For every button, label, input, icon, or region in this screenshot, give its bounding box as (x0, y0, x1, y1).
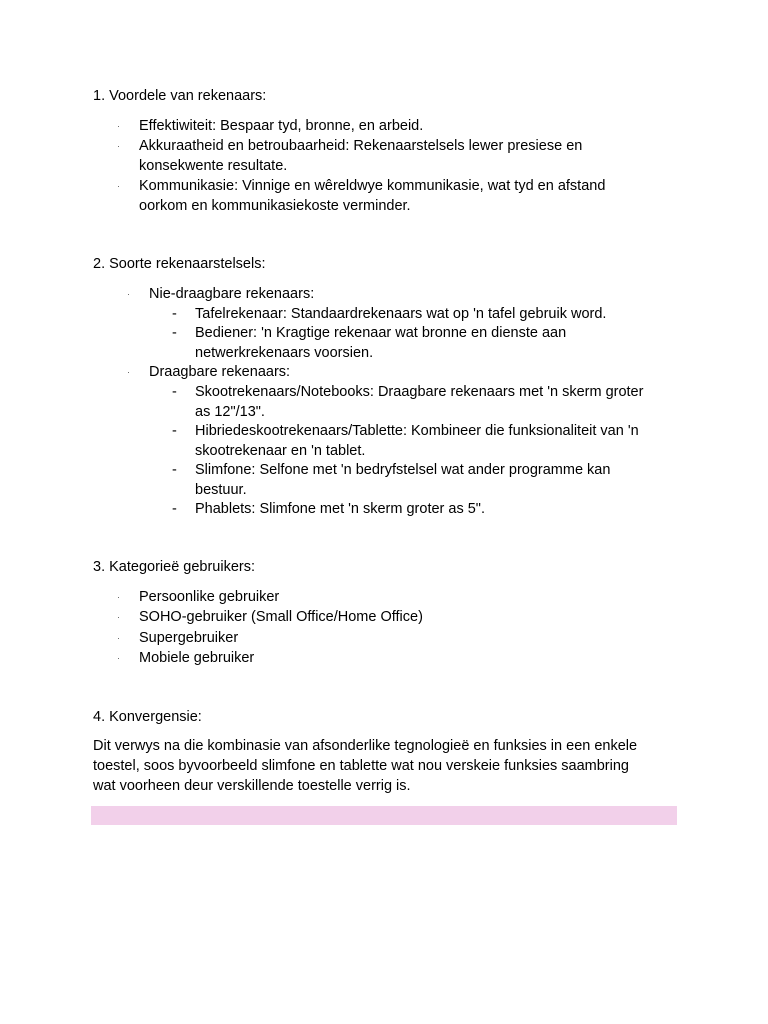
list-item (117, 136, 583, 176)
dash-marker: - (172, 325, 177, 341)
list-item: · Mobiele gebruiker (117, 650, 255, 666)
section-heading: 3. Kategorieë gebruikers: (93, 559, 256, 575)
sub-list-item: - Hibriedeskootrekenaars/Tablette: Kombineer die funksionaliteit van 'n skootrekenaar en 'n tablet. (172, 423, 639, 459)
list-item (117, 116, 424, 136)
bullet-icon: · (117, 592, 120, 602)
section-heading: 2. Soorte rekenaarstelsels: (93, 256, 266, 272)
list-item: · Persoonlike gebruiker (117, 589, 280, 605)
list-item (117, 176, 606, 216)
list-item-text-continued: oorkom en kommunikasiekoste verminder. (139, 198, 411, 214)
section-heading: 1. Voordele van rekenaars: (93, 88, 267, 104)
highlight-bar (91, 806, 677, 825)
group-label: · Nie-draagbare rekenaars: (127, 286, 315, 302)
dash-marker: - (172, 306, 177, 322)
bullet-icon: · (127, 289, 130, 299)
list-item-text: Effektiwiteit: Bespaar tyd, bronne, en arbeid. (139, 118, 424, 134)
bullet-icon: · (117, 141, 120, 151)
dash-marker: - (172, 384, 177, 400)
bullet-icon: · (117, 121, 120, 131)
sub-list-item: - Tafelrekenaar: Standaardrekenaars wat op 'n tafel gebruik word. (172, 306, 607, 322)
list-item-text: Akkuraatheid en betroubaarheid: Rekenaarstelsels lewer presiese en (139, 138, 583, 154)
list-item: · SOHO-gebruiker (Small Office/Home Office) (117, 609, 423, 625)
group-label: · Draagbare rekenaars: (127, 364, 291, 380)
dash-marker: - (172, 462, 177, 478)
sub-list-item: - Bediener: 'n Kragtige rekenaar wat bronne en dienste aan netwerkrekenaars voorsien. (172, 325, 567, 361)
bullet-icon: · (117, 612, 120, 622)
bullet-icon: · (127, 367, 130, 377)
section-heading: 4. Konvergensie: (93, 709, 202, 725)
bullet-icon: · (117, 633, 120, 643)
sub-list-item: - Skootrekenaars/Notebooks: Draagbare rekenaars met 'n skerm groter as 12"/13". (172, 384, 644, 420)
dash-marker: - (172, 423, 177, 439)
bullet-icon: · (117, 181, 120, 191)
dash-marker: - (172, 501, 177, 517)
list-item-text: Kommunikasie: Vinnige en wêreldwye kommunikasie, wat tyd en afstand (139, 178, 606, 194)
bullet-icon: · (117, 653, 120, 663)
sub-list-item: - Slimfone: Selfone met 'n bedryfstelsel wat ander programme kan bestuur. (172, 462, 611, 498)
list-item: · Supergebruiker (117, 630, 239, 646)
sub-list-item: - Phablets: Slimfone met 'n skerm groter as 5". (172, 501, 485, 517)
list-item-text-continued: konsekwente resultate. (139, 158, 288, 174)
paragraph: Dit verwys na die kombinasie van afsonderlike tegnologieë en funksies in een enkele toestel, soos byvoorbeeld slimfone en tablette wat nou verskeie funksies saambring wat voorheen deur verskillende toestelle verrig is. (93, 738, 638, 794)
